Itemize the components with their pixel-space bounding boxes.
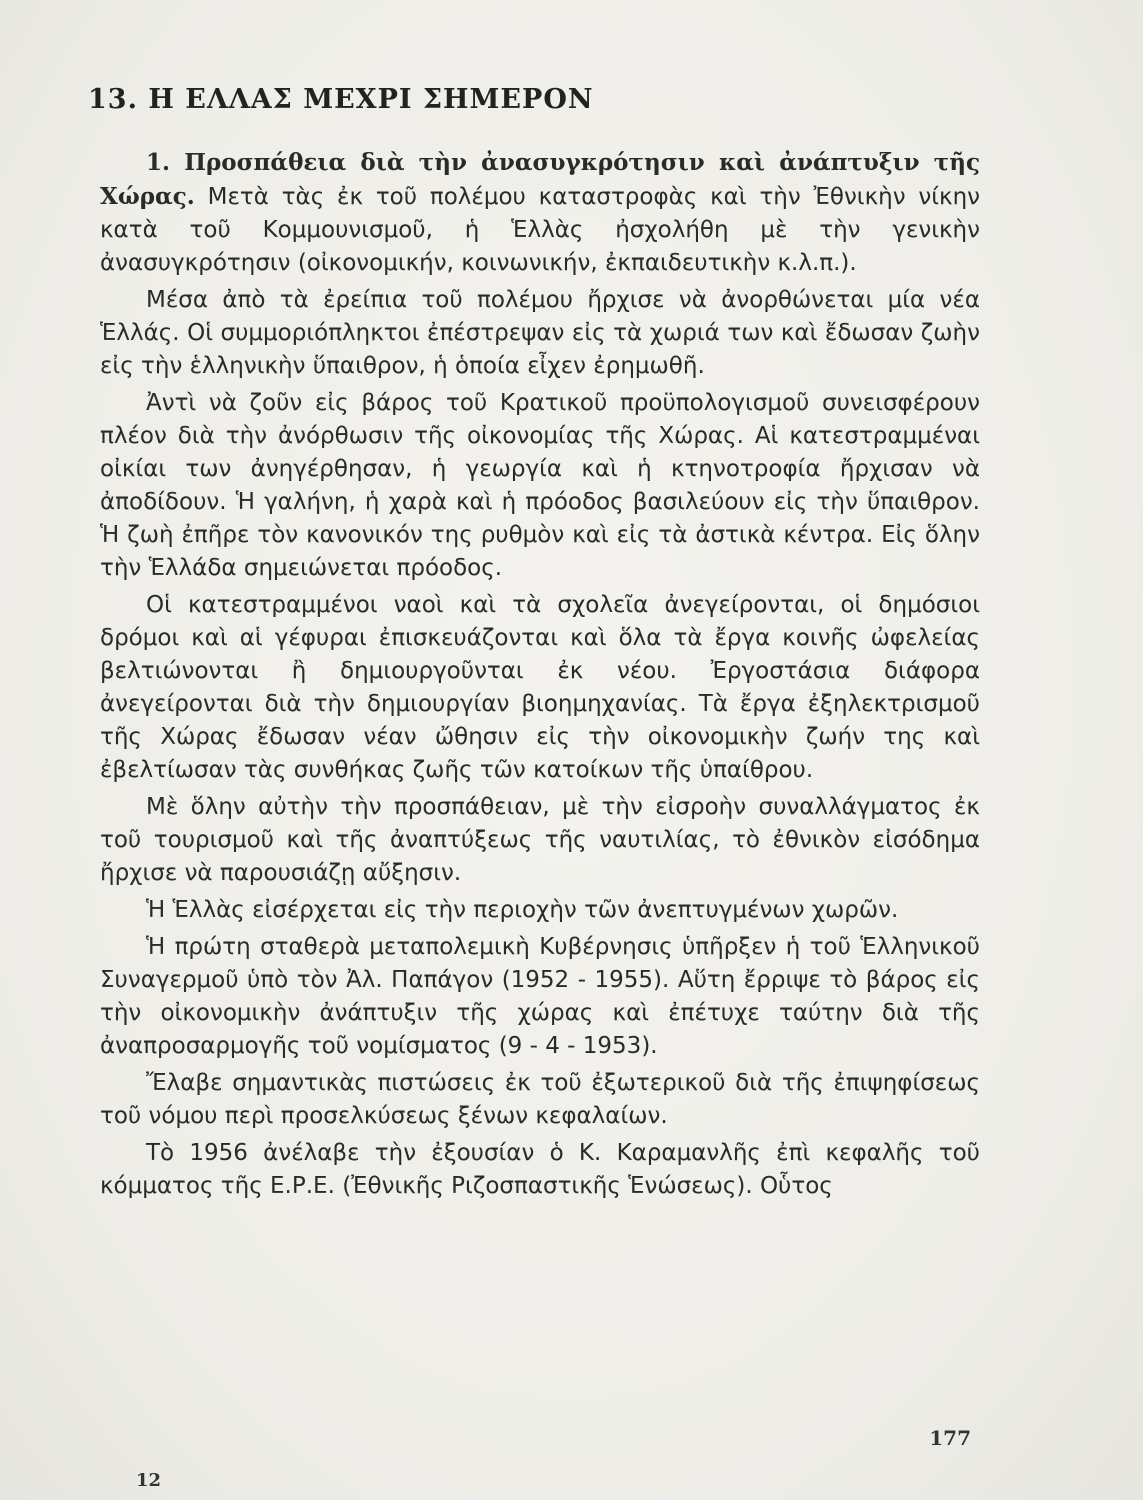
paragraph: Ἔλαβε σημαντικὰς πιστώσεις ἐκ τοῦ ἐξωτερικοῦ διὰ τῆς ἐπιψηφίσεως τοῦ νόμου περὶ προσελκύσεως ξένων κεφαλαίων. [100, 1070, 980, 1129]
signature-number: 12 [136, 1470, 162, 1491]
paragraph: Οἱ κατεστραμμένοι ναοὶ καὶ τὰ σχολεῖα ἀνεγείρονται, οἱ δημόσιοι δρόμοι καὶ αἱ γέφυραι ἐπισκευάζονται καὶ ὅλα τὰ ἔργα κοινῆς ὠφελείας βελτιώνονται ἢ δημιουργοῦνται ἐκ νέου. Ἐργοστάσια διάφορα ἀνεγείρονται διὰ τὴν δημιουργίαν βιοημηχανίας. Τὰ ἔργα ἐξηλεκτρισμοῦ τῆς Χώρας ἔδωσαν νέαν ὤθησιν εἰς τὴν οἰκονομικὴν ζωήν της καὶ ἐβελτίωσαν τὰς συνθήκας ζωῆς τῶν κατοίκων τῆς ὑπαίθρου. [100, 592, 980, 783]
paragraph [100, 146, 980, 280]
chapter-heading: 13. Η ΕΛΛΑΣ ΜΕΧΡΙ ΣΗΜΕΡΟΝ [88, 84, 594, 115]
paragraph-text: Μετὰ τὰς ἐκ τοῦ πολέμου καταστροφὰς καὶ τὴν Ἐθνικὴν νίκην κατὰ τοῦ Κομμουνισμοῦ, ἡ Ἑλλὰς ἠσχολήθη μὲ τὴν γενικὴν ἀνασυγκρότησιν (οἰκονομικήν, κοινωνικήν, ἐκπαιδευτικὴν κ.λ.π.). [100, 184, 980, 276]
page-number: 177 [929, 1426, 971, 1450]
paragraph: Ἡ πρώτη σταθερὰ μεταπολεμικὴ Κυβέρνησις ὑπῆρξεν ἡ τοῦ Ἑλληνικοῦ Συναγερμοῦ ὑπὸ τὸν Ἀλ. Παπάγον (1952 - 1955). Αὕτη ἔρριψε τὸ βάρος εἰς τὴν οἰκονομικὴν ἀνάπτυξιν τῆς χώρας καὶ ἐπέτυχε ταύτην διὰ τῆς ἀναπροσαρμογῆς τοῦ νομίσματος (9 - 4 - 1953). [100, 934, 980, 1059]
paragraph: Ἡ Ἑλλὰς εἰσέρχεται εἰς τὴν περιοχὴν τῶν ἀνεπτυγμένων χωρῶν. [146, 897, 899, 923]
section-title: 1. Προσπάθεια διὰ τὴν ἀνασυγκρότησιν καὶ ἀνάπτυξιν τῆς Χώρας. [100, 149, 980, 210]
paragraph: Ἀντὶ νὰ ζοῦν εἰς βάρος τοῦ Κρατικοῦ προϋπολογισμοῦ συνεισφέρουν πλέον διὰ τὴν ἀνόρθωσιν τῆς οἰκονομίας τῆς Χώρας. Αἱ κατεστραμμέναι οἰκίαι των ἀνηγέρθησαν, ἡ γεωργία καὶ ἡ κτηνοτροφία ἤρχισαν νὰ ἀποδίδουν. Ἡ γαλήνη, ἡ χαρὰ καὶ ἡ πρόοδος βασιλεύουν εἰς τὴν ὕπαιθρον. Ἡ ζωὴ ἐπῆρε τὸν κανονικόν της ρυθμὸν καὶ εἰς τὰ ἀστικὰ κέντρα. Εἰς ὅλην τὴν Ἑλλάδα σημειώνεται πρόοδος. [100, 390, 980, 581]
paragraph: Τὸ 1956 ἀνέλαβε τὴν ἐξουσίαν ὁ Κ. Καραμανλῆς ἐπὶ κεφαλῆς τοῦ κόμματος τῆς Ε.Ρ.Ε. (Ἐθνικῆς Ριζοσπαστικῆς Ἑνώσεως). Οὗτος [100, 1140, 980, 1199]
paragraph: Μὲ ὅλην αὐτὴν τὴν προσπάθειαν, μὲ τὴν εἰσροὴν συναλλάγματος ἐκ τοῦ τουρισμοῦ καὶ τῆς ἀναπτύξεως τῆς ναυτιλίας, τὸ ἐθνικὸν εἰσόδημα ἤρχισε νὰ παρουσιάζῃ αὔξησιν. [100, 794, 980, 886]
page-body [100, 146, 980, 1203]
paragraph: Μέσα ἀπὸ τὰ ἐρείπια τοῦ πολέμου ἤρχισε νὰ ἀνορθώνεται μία νέα Ἑλλάς. Οἱ συμμοριόπληκτοι ἐπέστρεψαν εἰς τὰ χωριά των καὶ ἔδωσαν ζωὴν εἰς τὴν ἑλληνικὴν ὕπαιθρον, ἡ ὁποία εἶχεν ἐρημωθῆ. [100, 287, 980, 379]
